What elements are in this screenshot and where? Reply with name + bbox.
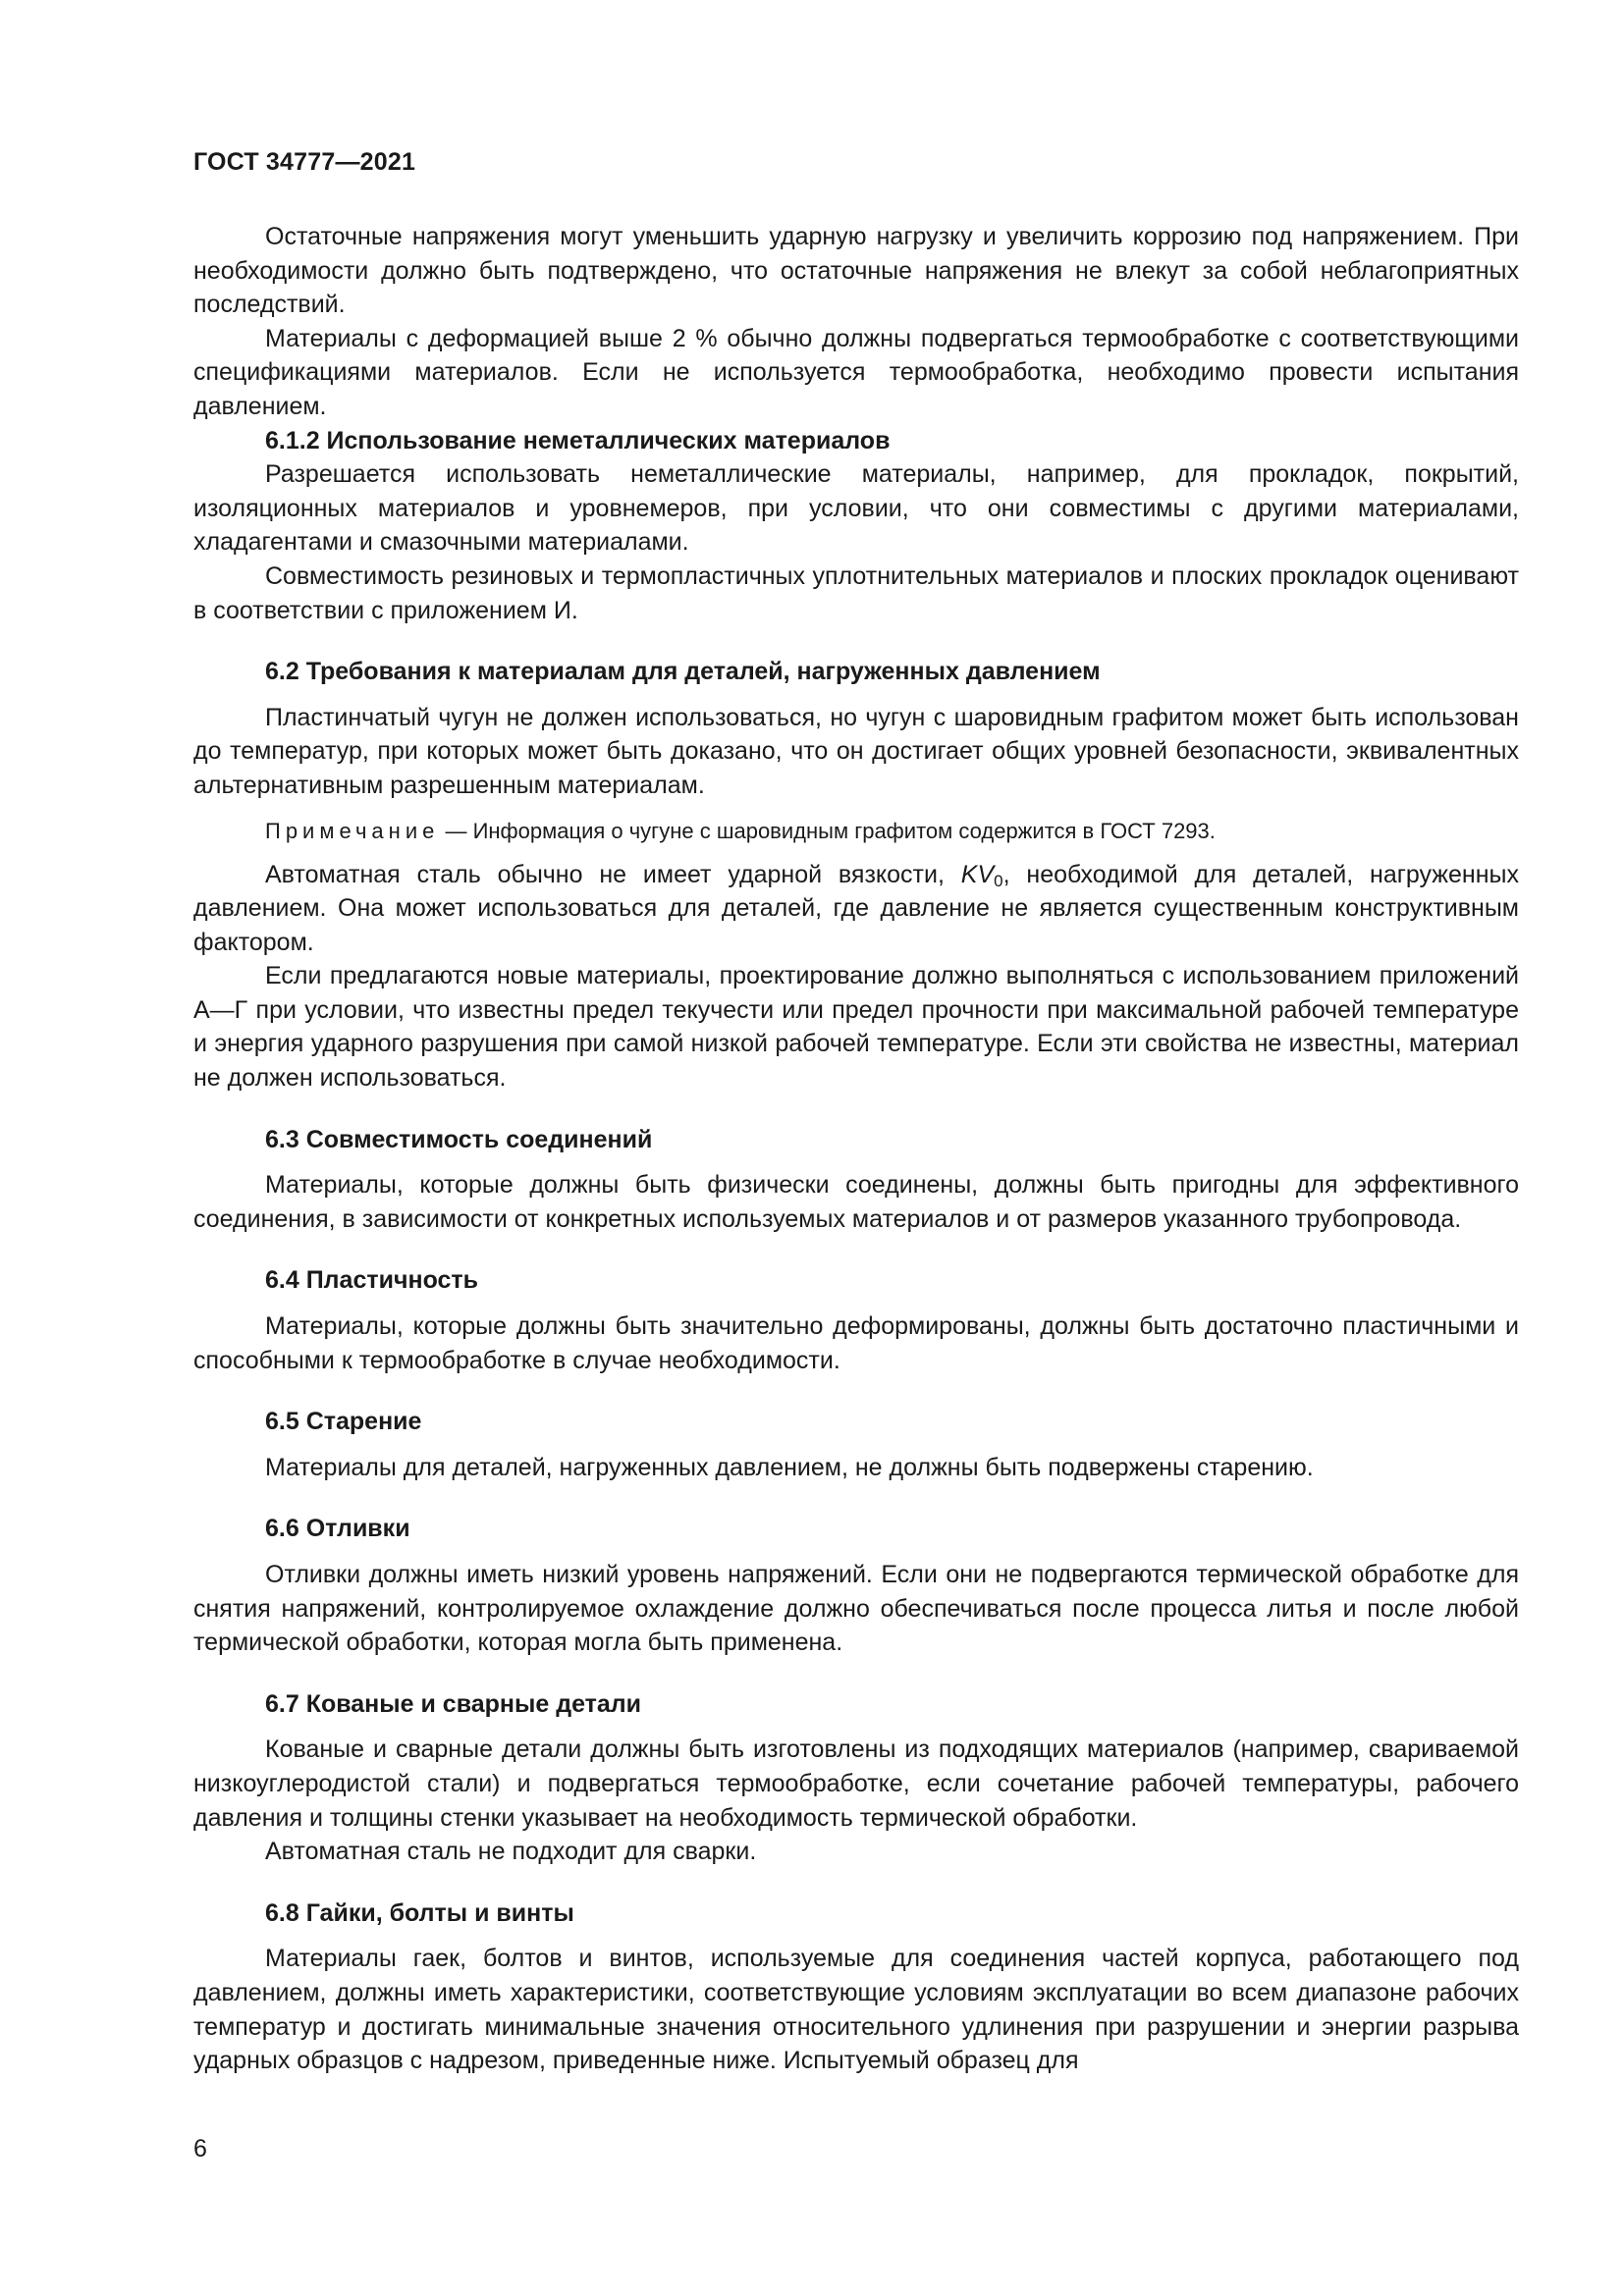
paragraph-compatibility-rubber: Совместимость резиновых и термопластичных уплотнительных материалов и плоских прокладок оценивают в соответствии с приложением И. <box>193 561 1519 624</box>
note-label: Примечание <box>265 818 440 843</box>
heading-6-8: 6.8 Гайки, болты и винты <box>265 1898 574 1927</box>
paragraph-deformation: Материалы с деформацией выше 2 % обычно должны подвергаться термообработке с соответствующими спецификациями материалов. Если не используется термообработка, необходимо провести испытания давлением. <box>193 324 1519 420</box>
heading-6-2: 6.2 Требования к материалам для деталей, нагруженных давлением <box>265 658 1101 686</box>
paragraph-plasticity: Материалы, которые должны быть значительно деформированы, должны быть достаточно пластичными и способными к термообработке в случае необходимости. <box>193 1312 1519 1374</box>
paragraph-residual-stress: Остаточные напряжения могут уменьшить ударную нагрузку и увеличить коррозию под напряжением. При необходимости должно быть подтверждено, что остаточные напряжения не влекут за собой неблагоприятных последствий. <box>193 223 1519 319</box>
heading-6-7: 6.7 Кованые и сварные детали <box>265 1689 642 1718</box>
paragraph-free-cutting-steel: Автоматная сталь обычно не имеет ударной вязкости, $KV_0$, необходимой для деталей, нагруженных давлением. Она может использоваться для деталей, где давление не является существенным конструктивным фактором. <box>193 860 1519 956</box>
paragraph-castings: Отливки должны иметь низкий уровень напряжений. Если они не подвергаются термической обработке для снятия напряжений, контролируемое охлаждение должно обеспечиваться после процесса литья и после любой термической обработки, которая могла быть применена. <box>193 1561 1519 1657</box>
heading-6-1-2: 6.1.2 Использование неметаллических материалов <box>265 426 891 454</box>
paragraph-cast-iron: Пластинчатый чугун не должен использоваться, но чугун с шаровидным графитом может быть использован до температур, при которых может быть доказано, что он достигает общих уровней безопасности, эквивалентных альтернативным разрешенным материалам. <box>193 703 1519 799</box>
paragraph-forged-welded: Кованые и сварные детали должны быть изготовлены из подходящих материалов (например, свариваемой низкоуглеродистой стали) и подвергаться термообработке, если сочетание рабочей температуры, рабочего давления и толщины стенки указывает на необходимость термической обработки. <box>193 1735 1519 1832</box>
paragraph-aging: Материалы для деталей, нагруженных давлением, не должны быть подвержены старению. <box>265 1453 1314 1481</box>
kv-subscript: 0 <box>994 871 1003 890</box>
paragraph-nonmetallic: Разрешается использовать неметаллические материалы, например, для прокладок, покрытий, изоляционных материалов и уровнемеров, при условии, что они совместимы с другими материалами, хладагентами и смазочными материалами. <box>193 460 1519 557</box>
note <box>193 817 1519 846</box>
paragraph-joints: Материалы, которые должны быть физически соединены, должны быть пригодны для эффективного соединения, в зависимости от конкретных используемых материалов и от размеров указанного трубопровода. <box>193 1171 1519 1233</box>
kv-symbol: KV <box>960 860 995 888</box>
page-number: 6 <box>193 2135 207 2163</box>
document-body <box>193 220 1519 2078</box>
heading-6-4: 6.4 Пластичность <box>265 1266 479 1295</box>
paragraph-fasteners: Материалы гаек, болтов и винтов, используемые для соединения частей корпуса, работающего под давлением, должны иметь характеристики, соответствующие условиям эксплуатации во всем диапазоне рабочих температур и достигать минимальные значения относительного удлинения при разрушении и энергии разрыва ударных образцов с надрезом, приведенные ниже. Испытуемый образец для <box>193 1945 1519 2075</box>
heading-6-6: 6.6 Отливки <box>265 1515 410 1543</box>
heading-6-5: 6.5 Старение <box>265 1408 422 1436</box>
paragraph-welding-note: Автоматная сталь не подходит для сварки. <box>265 1838 757 1866</box>
note-text: — Информация о чугуне с шаровидным графитом содержится в ГОСТ 7293. <box>439 818 1216 843</box>
heading-6-3: 6.3 Совместимость соединений <box>265 1125 653 1153</box>
document-header: ГОСТ 34777—2021 <box>193 148 416 176</box>
paragraph-new-materials: Если предлагаются новые материалы, проектирование должно выполняться с использованием приложений А—Г при условии, что известны предел текучести или предел прочности при максимальной рабочей температуре и энергия ударного разрушения при самой низкой рабочей температуре. Если эти свойства не известны, материал не должен использоваться. <box>193 962 1519 1093</box>
